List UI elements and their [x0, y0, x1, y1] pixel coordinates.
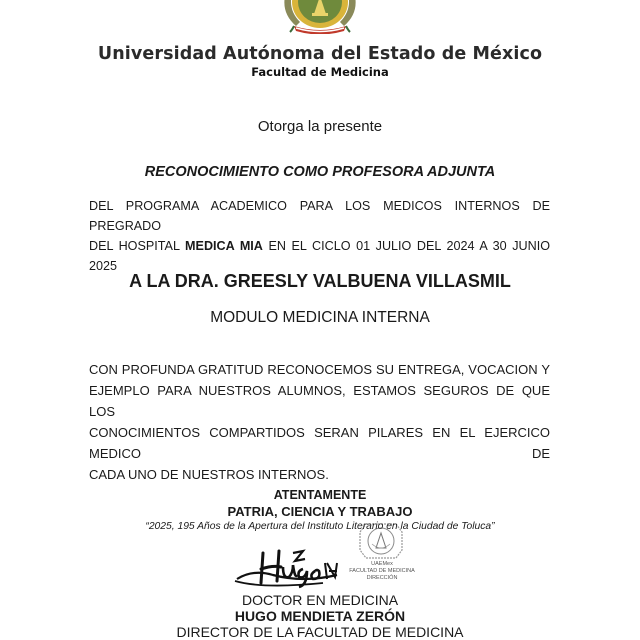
program-line-2 — [89, 236, 550, 276]
module-name: MODULO MEDICINA INTERNA — [210, 309, 430, 326]
gratitude-line-2: EJEMPLO PARA NUESTROS ALUMNOS, ESTAMOS SEGUROS DE QUE LOS — [89, 383, 550, 419]
program-line-2-prefix: DEL HOSPITAL — [89, 239, 186, 253]
gratitude-line-1: CON PROFUNDA GRATITUD RECONOCEMOS SU ENTREGA, VOCACION Y — [89, 362, 550, 377]
regards-text: ATENTAMENTE — [273, 488, 367, 502]
handwritten-signature-icon — [233, 549, 345, 591]
gratitude-line-4: CADA UNO DE NUESTROS INTERNOS. — [89, 467, 329, 482]
certificate-title: RECONOCIMIENTO COMO PROFESORA ADJUNTA — [144, 164, 496, 180]
university-name: Universidad Autónoma del Estado de México — [97, 44, 543, 64]
year-legend: “2025, 195 Años de la Apertura del Instituto Literario en la Ciudad de Toluca” — [145, 521, 495, 532]
signer-name: HUGO MENDIETA ZERÓN — [234, 608, 406, 624]
stamp-line-2: FACULTAD DE MEDICINA — [349, 568, 415, 574]
institutional-motto: PATRIA, CIENCIA Y TRABAJO — [227, 504, 413, 519]
hospital-name: MEDICA MIA — [185, 239, 263, 253]
program-description — [89, 196, 550, 276]
gratitude-paragraph — [89, 359, 550, 485]
grants-text: Otorga la presente — [257, 118, 383, 135]
uaemex-crest-icon — [278, 0, 362, 34]
program-line-2-suffix: EN EL CICLO 01 JULIO DEL 2024 A 30 JUNIO 2025 — [89, 239, 550, 273]
stamp-line-1: UAEMex — [371, 561, 393, 567]
signer-title: DOCTOR EN MEDICINA — [241, 592, 399, 608]
faculty-name: Facultad de Medicina — [251, 65, 389, 79]
stamp-line-3: DIRECCIÓN — [366, 575, 398, 581]
program-line-1: DEL PROGRAMA ACADEMICO PARA LOS MEDICOS INTERNOS DE PREGRADO — [89, 199, 550, 233]
recipient-name: A LA DRA. GREESLY VALBUENA VILLASMIL — [129, 271, 511, 291]
signer-position: DIRECTOR DE LA FACULTAD DE MEDICINA — [176, 624, 464, 640]
gratitude-line-3: CONOCIMIENTOS COMPARTIDOS SERAN PILARES EN EL EJERCICO MEDICO DE — [89, 425, 550, 461]
